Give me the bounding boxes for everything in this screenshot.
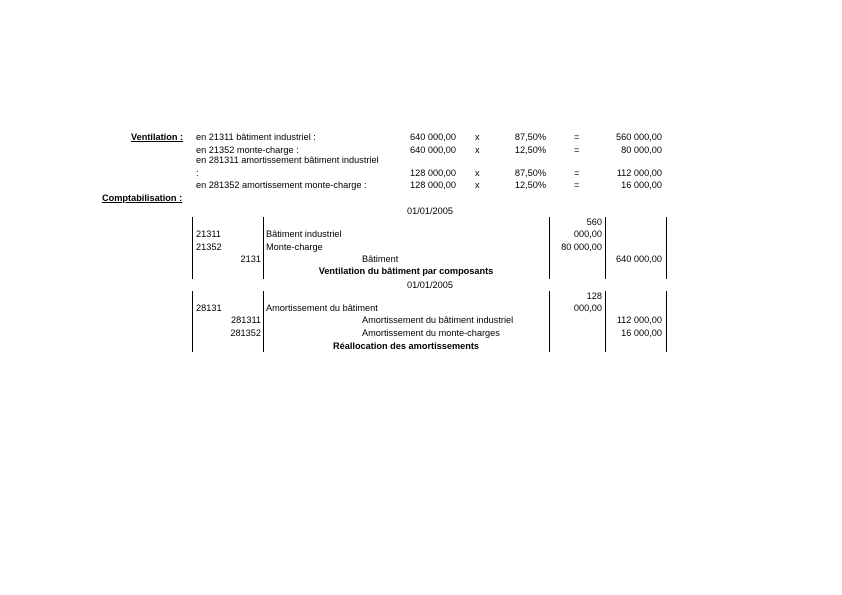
entry-2-rule-credit: [666, 291, 667, 352]
ventilation-op-4: x: [475, 180, 480, 190]
ventilation-eq-3: =: [574, 168, 580, 178]
comptabilisation-heading: Comptabilisation :: [102, 193, 183, 203]
ventilation-heading: Ventilation :: [131, 132, 184, 142]
entry-2-account-1: 28131: [196, 303, 222, 313]
entry-1-credit-3: 640 000,00: [616, 254, 662, 264]
entry-2-credit-2: 112 000,00: [616, 315, 662, 325]
ventilation-label-2: en 21352 monte-charge :: [196, 145, 299, 155]
entry-2-label-3: Amortissement du monte-charges: [362, 328, 500, 338]
entry-1-rule-label: [549, 217, 550, 279]
entry-2-debit-1b: 000,00: [573, 303, 602, 313]
ventilation-label-3-cont: :: [196, 168, 199, 178]
entry-2-rule-label: [549, 291, 550, 352]
entry-2-account-2: 281311: [231, 315, 261, 325]
entry-1-date: 01/01/2005: [407, 206, 453, 216]
ventilation-eq-2: =: [574, 145, 580, 155]
ventilation-amount-1: 640 000,00: [410, 132, 456, 142]
ventilation-op-2: x: [475, 145, 480, 155]
ventilation-result-2: 80 000,00: [621, 145, 662, 155]
ventilation-amount-2: 640 000,00: [410, 145, 456, 155]
ventilation-result-1: 560 000,00: [616, 132, 662, 142]
entry-1-account-2: 21352: [196, 242, 222, 252]
ventilation-amount-3: 128 000,00: [410, 168, 456, 178]
ventilation-op-3: x: [475, 168, 480, 178]
ventilation-rate-4: 12,50%: [514, 180, 546, 190]
entry-2-date: 01/01/2005: [407, 280, 453, 290]
ventilation-eq-4: =: [574, 180, 580, 190]
ventilation-label-4: en 281352 amortissement monte-charge :: [196, 180, 367, 190]
ventilation-amount-4: 128 000,00: [410, 180, 456, 190]
entry-1-debit-1a: 560: [586, 217, 602, 227]
entry-1-rule-debit: [605, 217, 606, 279]
entry-2-rule-left: [192, 291, 193, 352]
entry-1-label-1: Bâtiment industriel: [266, 229, 342, 239]
entry-1-debit-2: 80 000,00: [561, 242, 602, 252]
ventilation-rate-2: 12,50%: [514, 145, 546, 155]
ventilation-label-3: en 281311 amortissement bâtiment industriel: [196, 155, 379, 165]
entry-1-label-3: Bâtiment: [362, 254, 399, 264]
entry-2-label-2: Amortissement du bâtiment industriel: [362, 315, 514, 325]
entry-2-rule-account: [263, 291, 264, 352]
entry-1-account-1: 21311: [196, 229, 221, 239]
ventilation-result-3: 112 000,00: [616, 168, 662, 178]
entry-1-debit-1b: 000,00: [573, 229, 602, 239]
entry-2-debit-1a: 128: [586, 291, 602, 301]
entry-1-label-2: Monte-charge: [266, 242, 323, 252]
ventilation-eq-1: =: [574, 132, 580, 142]
entry-1-caption: Ventilation du bâtiment par composants: [318, 266, 494, 276]
entry-2-account-3: 281352: [230, 328, 261, 338]
ventilation-op-1: x: [475, 132, 480, 142]
entry-2-label-1: Amortissement du bâtiment: [266, 303, 378, 313]
entry-1-rule-account: [263, 217, 264, 279]
ventilation-rate-3: 87,50%: [514, 168, 546, 178]
ventilation-rate-1: 87,50%: [514, 132, 546, 142]
entry-2-credit-3: 16 000,00: [621, 328, 662, 338]
entry-2-caption: Réallocation des amortissements: [332, 341, 480, 351]
entry-1-rule-left: [192, 217, 193, 279]
entry-1-rule-credit: [666, 217, 667, 279]
entry-1-account-3: 2131: [240, 254, 261, 264]
ventilation-result-4: 16 000,00: [621, 180, 662, 190]
ventilation-label-1: en 21311 bâtiment industriel :: [196, 132, 316, 142]
